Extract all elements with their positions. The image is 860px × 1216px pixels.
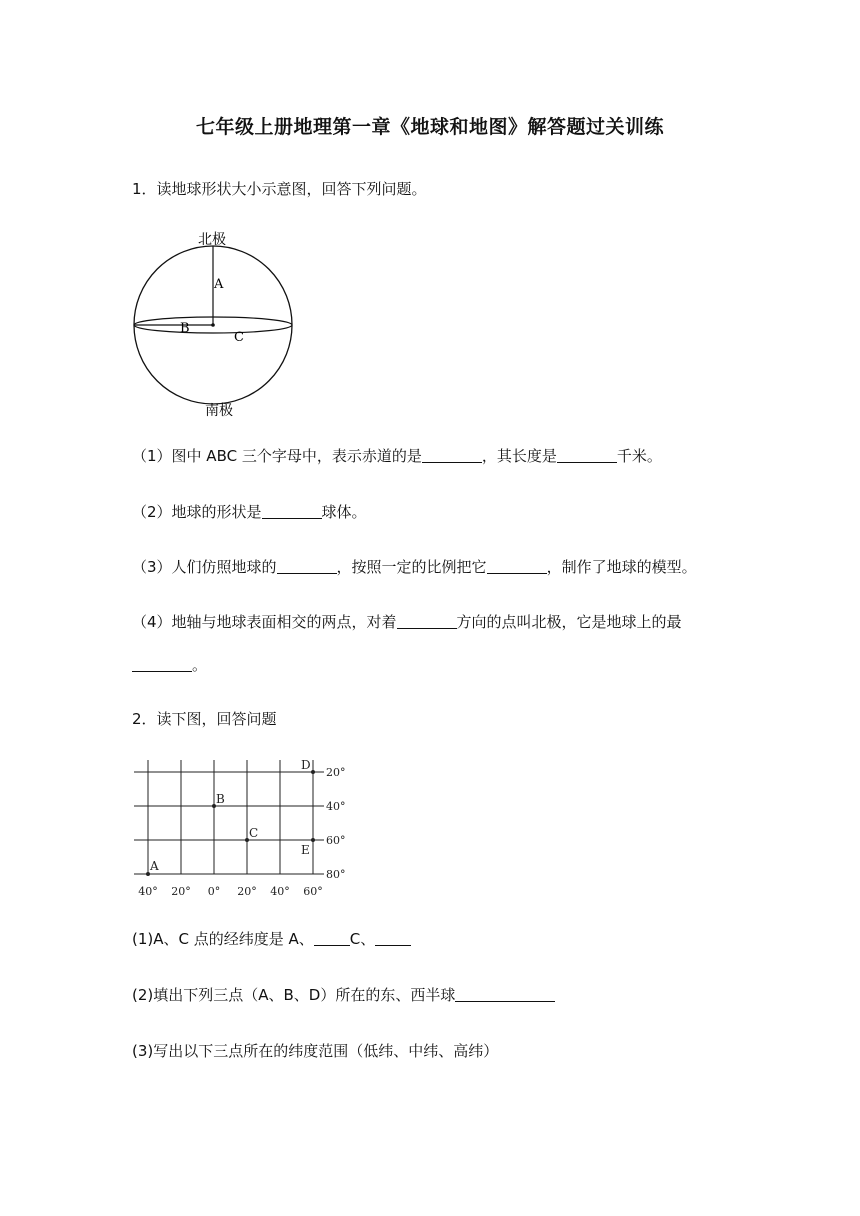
south-pole-label: 南极 (205, 403, 233, 419)
lat-label: 80° (326, 868, 346, 881)
q2-sub1: (1)A、C 点的经纬度是 A、 C、 (132, 928, 411, 950)
q1-sub2: （2）地球的形状是 球体。 (132, 503, 367, 521)
page-title: 七年级上册地理第一章《地球和地图》解答题过关训练 (195, 116, 664, 138)
q2-sub3: (3)写出以下三点所在的纬度范围（低纬、中纬、高纬） (132, 1042, 499, 1060)
q1-sub4-cont: 。 (132, 654, 207, 676)
parallel-lines (134, 772, 324, 874)
label-b: B (180, 321, 190, 336)
point-label-e: E (301, 843, 310, 857)
answer-blank[interactable] (375, 929, 411, 946)
q2-stem: 2．读下图，回答问题 (132, 710, 277, 728)
q1-sub3: （3）人们仿照地球的 ，按照一定的比例把它 ，制作了地球的模型。 (132, 558, 697, 576)
lon-labels (138, 885, 323, 898)
answer-blank[interactable] (262, 502, 322, 519)
lat-label: 60° (326, 834, 346, 847)
lon-label: 0° (207, 885, 221, 898)
point-label-b: B (216, 792, 225, 806)
lon-label: 20° (171, 885, 191, 898)
lat-labels (326, 766, 346, 881)
answer-blank[interactable] (397, 612, 457, 629)
north-pole-label: 北极 (198, 232, 226, 248)
label-a: A (214, 277, 224, 292)
q1-stem: 1．读地球形状大小示意图，回答下列问题。 (132, 180, 427, 198)
meridian-lines (148, 760, 313, 874)
grid-map (128, 752, 358, 902)
lon-label: 20° (237, 885, 257, 898)
lat-label: 40° (326, 800, 346, 813)
answer-blank[interactable] (455, 985, 555, 1002)
lon-label: 40° (270, 885, 290, 898)
point-d (311, 770, 315, 774)
answer-blank[interactable] (557, 446, 617, 463)
earth-center-dot (211, 323, 215, 327)
point-label-c: C (249, 826, 259, 840)
answer-blank[interactable] (277, 557, 337, 574)
point-label-a: A (150, 859, 159, 873)
lon-label: 40° (138, 885, 158, 898)
point-e (311, 838, 315, 842)
q2-sub2: (2)填出下列三点（A、B、D）所在的东、西半球 (132, 984, 555, 1006)
lat-label: 20° (326, 766, 346, 779)
point-label-d: D (301, 758, 311, 772)
label-c: C (234, 330, 244, 345)
lon-label: 60° (303, 885, 323, 898)
point-labels (149, 758, 311, 873)
answer-blank[interactable] (314, 929, 350, 946)
answer-blank[interactable] (487, 557, 547, 574)
answer-blank[interactable] (422, 446, 482, 463)
q1-sub4: （4）地轴与地球表面相交的两点，对着 方向的点叫北极，它是地球上的最 (132, 613, 682, 631)
answer-blank[interactable] (132, 655, 192, 672)
grid-points (146, 770, 315, 876)
earth-diagram (120, 226, 310, 422)
q1-sub1: （1）图中 ABC 三个字母中，表示赤道的是 ，其长度是 千米。 (132, 447, 662, 465)
